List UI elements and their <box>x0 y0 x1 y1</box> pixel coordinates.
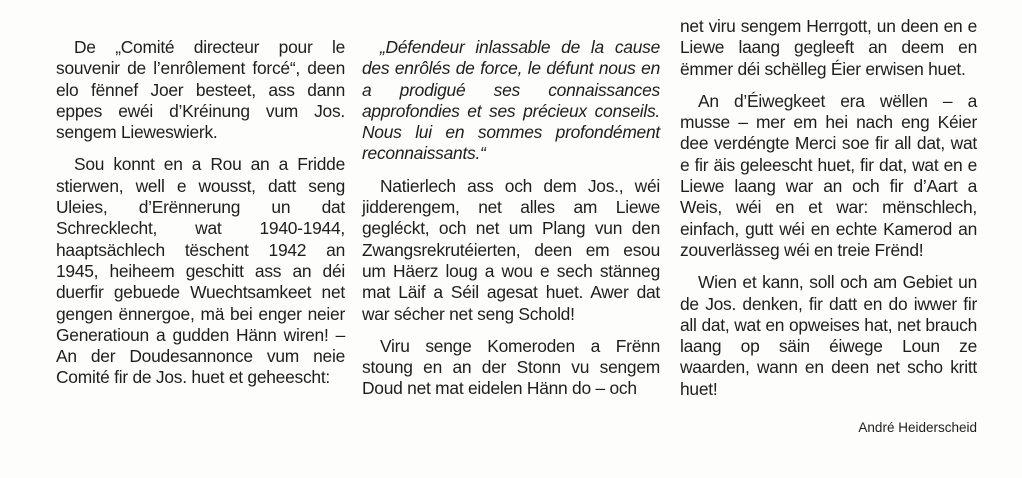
author-signature: André Heiderscheid <box>858 420 977 435</box>
quoted-passage: „Défendeur inlassable de la cause des enrôlés de force, le défunt nous en a prodigué ses connaissances approfondies et ses précieux conseils. Nous lui en sommes profondément reconnaissants.“ <box>362 37 660 164</box>
paragraph: De „Comité directeur pour le souvenir de l’enrôlement forcé“, deen elo fënnef Joer besteet, ass dann eppes ewéi d’Kréinung vum Jos. sengem Lieweswierk. <box>56 37 345 143</box>
paragraph: Natierlech ass och dem Jos., wéi jidderengem, net alles am Liewe gegléckt, och net um Plang vun den Zwangsrekrutéierten, deen em esou um Häerz loug a wou e sech stänneg mat Läif a Séil agesat huet. Awer dat war sécher net seng Schold! <box>362 175 660 324</box>
article-column-2 <box>362 37 660 411</box>
paragraph-continued: net viru sengem Herrgott, un deen en e Liewe laang gegleeft an deem en ëmmer déi schëlleg Éier erwisen huet. <box>680 16 977 79</box>
paragraph: An d’Éiwegkeet era wëllen – a musse – mer em hei nach eng Kéier dee verdéngte Merci soe fir all dat, wat e fir äis geleescht huet, fir dat, wat en e Liewe laang war an och fir d’Aart a Weis, wéi en et war: mënschlech, einfach, gutt wéi en echte Kamerod an zouverlässeg wéi en treie Frënd! <box>680 90 977 260</box>
paragraph: Wien et kann, soll och am Gebiet un de Jos. denken, fir datt en do iwwer fir all dat, wat en opweises hat, net brauch laang op säin éiwege Loun ze waarden, wann en deen net scho kritt huet! <box>680 272 977 399</box>
article-column-3 <box>680 16 977 411</box>
paragraph: Sou konnt en a Rou an a Fridde stierwen, well e wousst, datt seng Uleies, d’Erënnerung un dat Schrecklecht, wat 1940-1944, haaptsächlech tëschent 1942 an 1945, heiheem geschitt ass an déi duerfir gebuede Wuechtsamkeet net gengen ënnergoe, mä bei enger neier Generatioun a gudden Hänn wiren! – An der Doudesannonce vum neie Comité fir de Jos. huet et geheescht: <box>56 154 345 388</box>
article-column-1 <box>56 37 345 400</box>
paragraph: Viru senge Komeroden a Frënn stoung en an der Stonn vu sengem Doud net mat eidelen Hänn do – och <box>362 335 660 399</box>
